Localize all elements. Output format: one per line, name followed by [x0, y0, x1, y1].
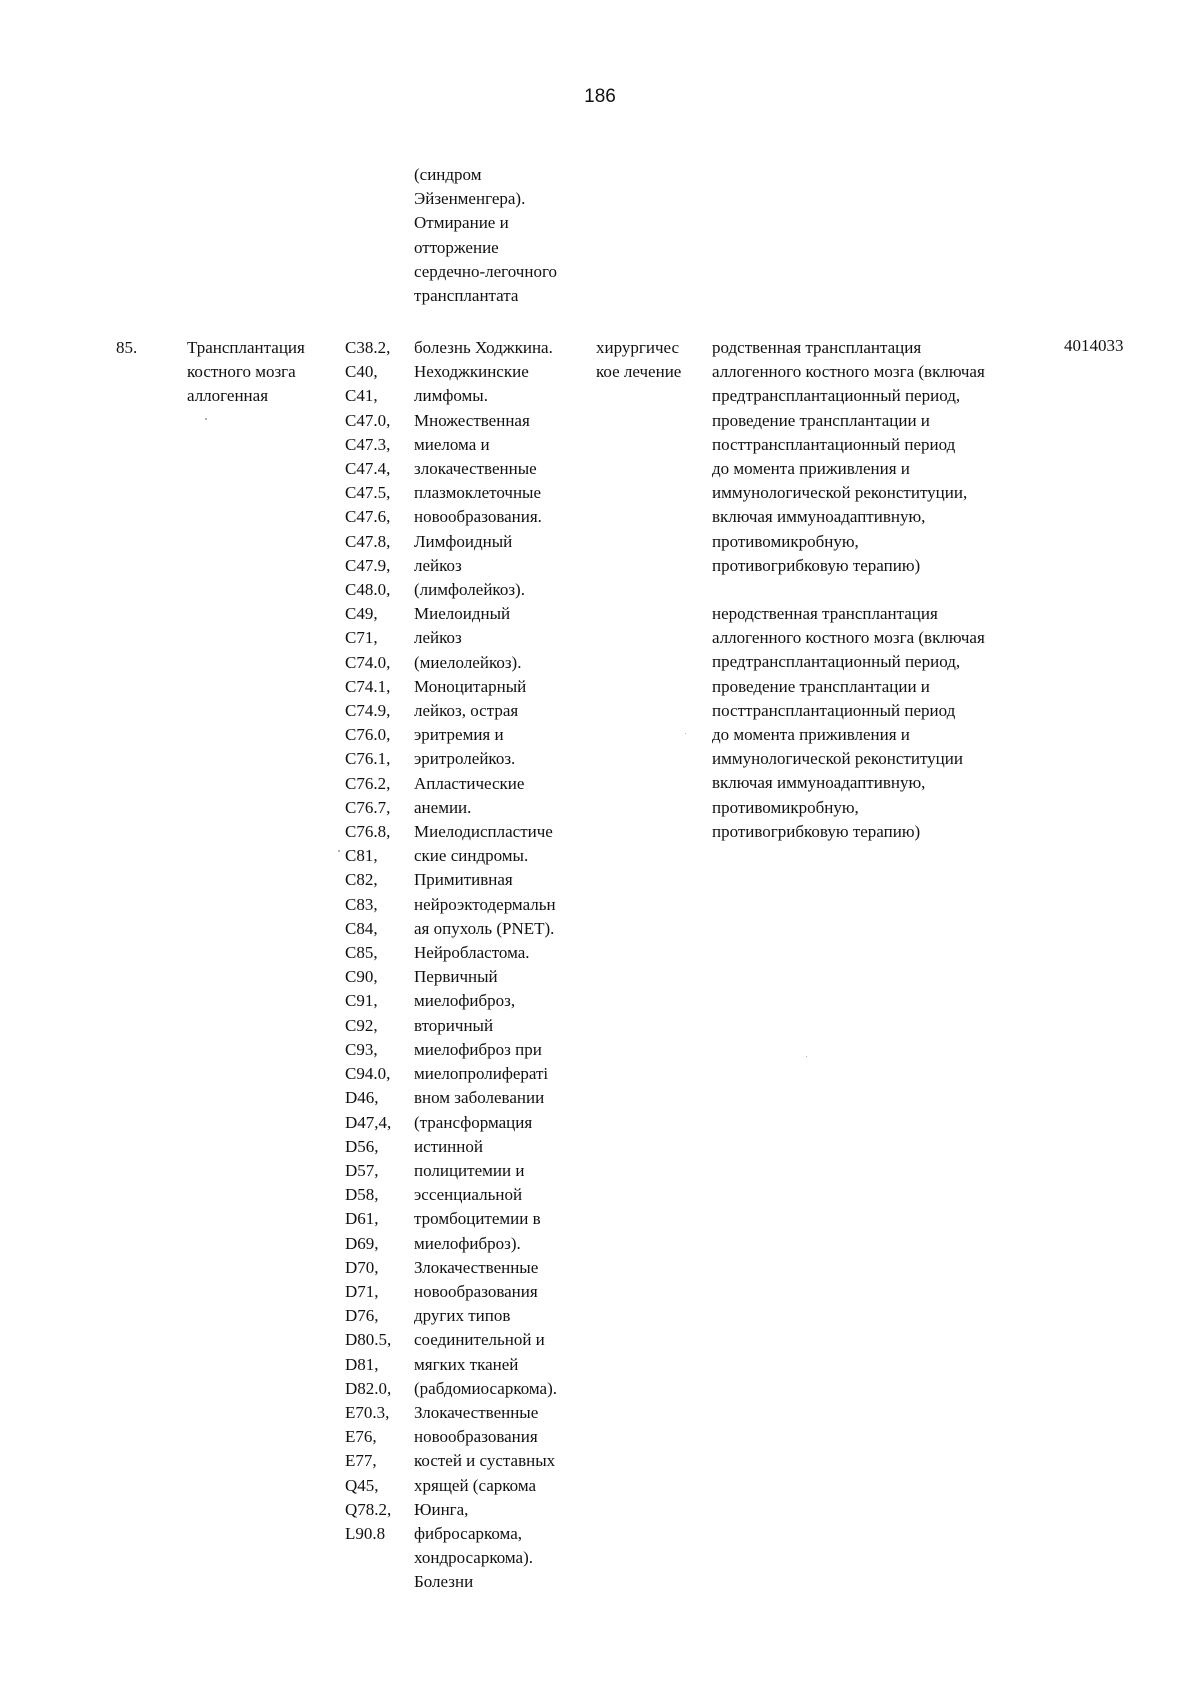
text-line: до момента приживления и [712, 459, 910, 479]
text-line: проведение трансплантации и [712, 676, 930, 696]
text-line: C74.1, [345, 676, 391, 696]
text-line: родственная трансплантация [712, 338, 922, 357]
text-line: C81, [345, 846, 378, 866]
text-line: отторжение [414, 237, 499, 257]
text-line: C47.5, [345, 483, 391, 503]
text-line: C76.2, [345, 773, 391, 793]
text-line: Эйзенменгера). [414, 189, 526, 209]
text-line: нейроэктодермальн [414, 894, 556, 914]
text-line: Лимфоидный [414, 531, 513, 551]
text-line: миелома и [414, 434, 490, 454]
text-line: C40, [345, 362, 378, 382]
row-number: 85. [116, 338, 138, 357]
text-line: C48.0, [345, 580, 391, 600]
text-line: ая опухоль (PNET). [414, 918, 555, 938]
text-line: лейкоз [414, 628, 462, 648]
text-line: D70, [345, 1257, 379, 1277]
text-line: эссенциальной [414, 1185, 523, 1205]
text-line: неродственная трансплантация [712, 604, 938, 624]
text-line: Нейробластома. [414, 943, 530, 963]
text-line: C47.0, [345, 410, 391, 430]
text-line: трансплантата [414, 286, 519, 306]
text-line: Примитивная [414, 870, 513, 890]
text-line: эритролейкоз. [414, 749, 516, 769]
continued-diagnosis-cell [414, 163, 557, 308]
text-line: D71, [345, 1281, 379, 1301]
text-line: D57, [345, 1160, 379, 1180]
scan-speck [205, 418, 207, 420]
text-line: анемии. [414, 797, 472, 817]
method-unrelated-transplant [712, 602, 985, 844]
text-line: C47.6, [345, 507, 391, 527]
text-line: (рабдомиосаркома). [414, 1378, 558, 1398]
text-line: Злокачественные [414, 1402, 539, 1422]
scan-speck [806, 1056, 807, 1057]
text-line: вторичный [414, 1015, 494, 1035]
text-line: плазмоклеточные [414, 483, 542, 503]
text-line: противогрибковую терапию) [712, 821, 921, 841]
text-line: C38.2, [345, 338, 391, 357]
text-line: D61, [345, 1209, 379, 1229]
text-line: кое лечение [596, 362, 682, 382]
text-line: новообразования [414, 1281, 538, 1301]
text-line: C47.8, [345, 531, 391, 551]
text-line: лейкоз, острая [414, 701, 519, 721]
text-line: миелофиброз). [414, 1233, 521, 1253]
text-line: C92, [345, 1015, 378, 1035]
text-line: хирургичес [596, 338, 680, 357]
text-line: Моноцитарный [414, 676, 527, 696]
text-line: C82, [345, 870, 378, 890]
text-line: Злокачественные [414, 1257, 539, 1277]
text-line: миелофиброз при [414, 1039, 542, 1059]
text-line: Апластические [414, 773, 525, 793]
text-line: L90.8 [345, 1523, 386, 1543]
text-line: аллогенного костного мозга (включая [712, 628, 985, 648]
diagnosis-cell [414, 336, 557, 1595]
text-line: D58, [345, 1185, 379, 1205]
text-line: Трансплантация [187, 338, 305, 357]
text-line: Миелодиспластиче [414, 822, 553, 842]
text-line: иммунологической реконституции [712, 749, 963, 769]
text-line: C76.8, [345, 822, 391, 842]
scan-speck [338, 850, 340, 852]
text-line: новообразования [414, 1427, 538, 1447]
text-line: посттрансплантационный период [712, 434, 956, 454]
text-line: C76.0, [345, 725, 391, 745]
text-line: Отмирание и [414, 213, 509, 233]
text-line: лейкоз [414, 555, 462, 575]
text-line: C91, [345, 991, 378, 1011]
text-line: Множественная [414, 410, 530, 430]
text-line: C84, [345, 918, 378, 938]
treatment-type-cell [596, 336, 681, 384]
text-line: D69, [345, 1233, 379, 1253]
text-line: D82.0, [345, 1378, 392, 1398]
text-line: сердечно-легочного [414, 261, 557, 281]
text-line: истинной [414, 1136, 483, 1156]
text-line: вном заболевании [414, 1088, 545, 1108]
text-line: Q78.2, [345, 1499, 392, 1519]
text-line: C47.9, [345, 555, 391, 575]
text-line: мягких тканей [414, 1354, 519, 1374]
text-line: C47.3, [345, 434, 391, 454]
text-line: костей и суставных [414, 1451, 556, 1471]
text-line: эритремия и [414, 725, 504, 745]
text-line: D56, [345, 1136, 379, 1156]
text-line: C49, [345, 604, 378, 624]
text-line: E77, [345, 1451, 377, 1471]
text-line: иммунологической реконституции, [712, 483, 968, 503]
text-line: соединительной и [414, 1330, 545, 1350]
text-line: E76, [345, 1427, 377, 1447]
text-line: C74.9, [345, 701, 391, 721]
scan-speck [685, 733, 686, 734]
text-line: C47.4, [345, 459, 391, 479]
text-line: костного мозга [187, 362, 296, 382]
text-line: хондросаркома). [414, 1548, 533, 1568]
text-line: C94.0, [345, 1064, 391, 1084]
text-line: включая иммуноадаптивную, [712, 773, 926, 793]
text-line: D80.5, [345, 1330, 392, 1350]
text-line: аллогенная [187, 386, 269, 406]
text-line: Q45, [345, 1475, 379, 1495]
text-line: тромбоцитемии в [414, 1209, 541, 1229]
text-line: C93, [345, 1039, 378, 1059]
text-line: других типов [414, 1306, 511, 1326]
text-line: Неходжкинские [414, 362, 529, 382]
text-line: (синдром [414, 165, 482, 184]
text-line: C71, [345, 628, 378, 648]
text-line: противогрибковую терапию) [712, 555, 921, 575]
text-line: предтрансплантационный период, [712, 652, 961, 672]
text-line: C76.1, [345, 749, 391, 769]
text-line: E70.3, [345, 1402, 390, 1422]
text-line: (лимфолейкоз). [414, 580, 525, 600]
text-line: противомикробную, [712, 797, 859, 817]
text-line: C41, [345, 386, 378, 406]
cost-value: 4014033 [1064, 336, 1124, 355]
text-line: фибросаркома, [414, 1523, 522, 1543]
text-line: злокачественные [414, 459, 537, 479]
text-line: лимфомы. [414, 386, 488, 406]
text-line: до момента приживления и [712, 725, 910, 745]
text-line: аллогенного костного мозга (включая [712, 362, 985, 382]
treatment-methods-cell [712, 336, 985, 844]
text-line: C74.0, [345, 652, 391, 672]
text-line: C76.7, [345, 797, 391, 817]
text-line: миелопролифератi [414, 1064, 549, 1084]
text-line: Миелоидный [414, 604, 511, 624]
text-line: хрящей (саркома [414, 1475, 537, 1495]
text-line: Первичный [414, 967, 498, 987]
method-related-transplant [712, 336, 985, 578]
text-line: миелофиброз, [414, 991, 516, 1011]
text-line: включая иммуноадаптивную, [712, 507, 926, 527]
text-line: Болезни [414, 1572, 474, 1592]
text-line: посттрансплантационный период [712, 700, 956, 720]
text-line: (миелолейкоз). [414, 652, 522, 672]
text-line: Юинга, [414, 1499, 469, 1519]
icd-codes-cell [345, 336, 391, 1546]
text-line: D46, [345, 1088, 379, 1108]
text-line: C90, [345, 967, 378, 987]
text-line: D47,4, [345, 1112, 392, 1132]
text-line: полицитемии и [414, 1160, 525, 1180]
procedure-name-cell [187, 336, 305, 409]
text-line: C85, [345, 943, 378, 963]
text-line: (трансформация [414, 1112, 533, 1132]
text-line: проведение трансплантации и [712, 410, 930, 430]
text-line: предтрансплантационный период, [712, 386, 961, 406]
text-line: болезнь Ходжкина. [414, 338, 553, 357]
text-line: C83, [345, 894, 378, 914]
text-line: ские синдромы. [414, 846, 529, 866]
text-line: D81, [345, 1354, 379, 1374]
text-line: D76, [345, 1306, 379, 1326]
page-number: 186 [584, 86, 616, 107]
text-line: противомикробную, [712, 531, 859, 551]
text-line: новообразования. [414, 507, 542, 527]
